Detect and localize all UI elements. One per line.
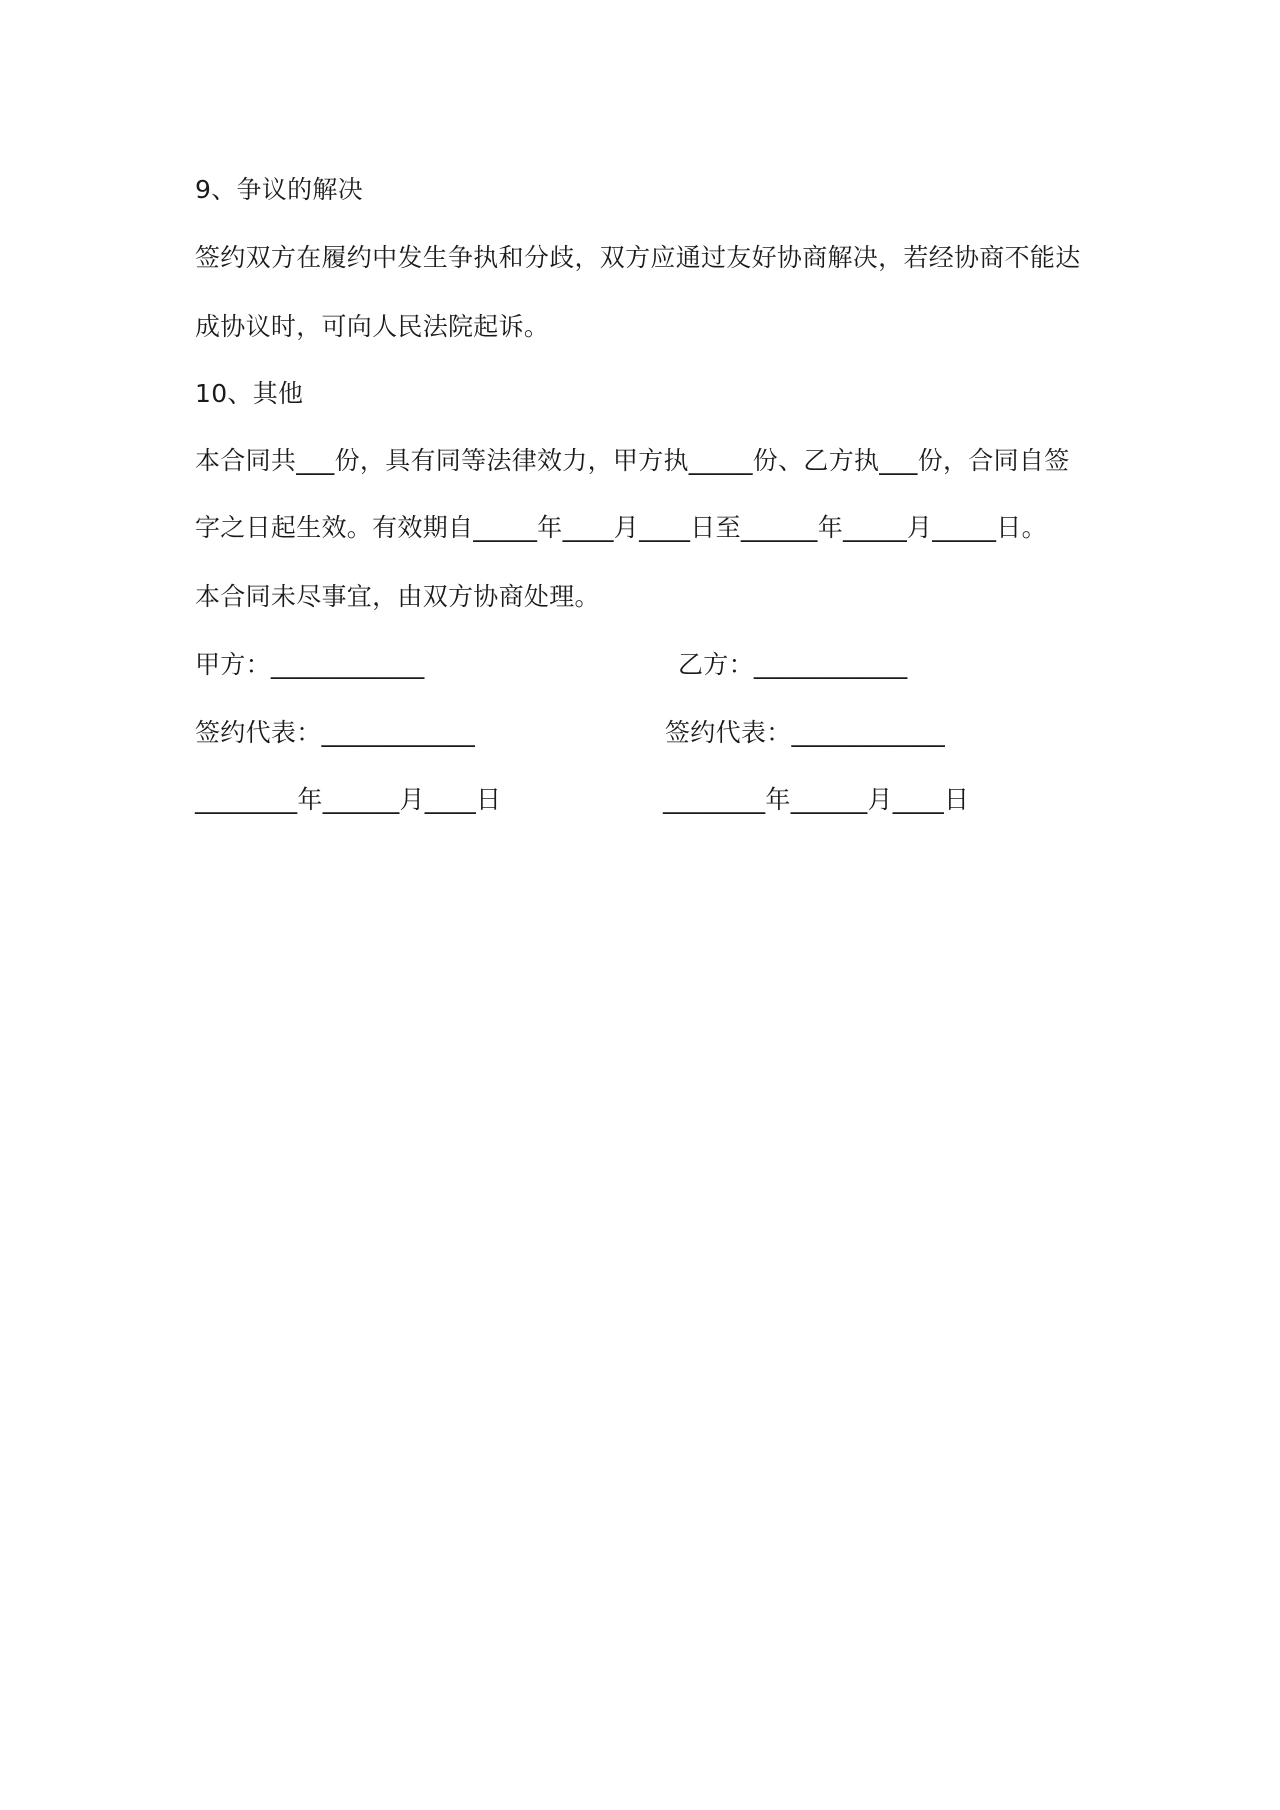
section-9-line-2: 成协议时，可向人民法院起诉。 [195,312,550,341]
party-a-representative: 签约代表：____________ [195,718,476,747]
section-10-line-1: 本合同共___份，具有同等法律效力，甲方执_____份、乙方执___份，合同自签 [195,446,1070,475]
party-b-name: 乙方：____________ [678,650,908,679]
party-a-name: 甲方：____________ [195,650,425,679]
party-b-date: ________年______月____日 [663,785,970,814]
section-10-line-2: 字之日起生效。有效期自_____年____月____日至______年_____月_____日。 [195,513,1047,542]
section-9-line-1: 签约双方在履约中发生争执和分歧，双方应通过友好协商解决，若经协商不能达 [195,243,1081,272]
section-10-line-3: 本合同未尽事宜，由双方协商处理。 [195,582,600,611]
section-9-heading: 9、争议的解决 [195,175,364,204]
party-b-representative: 签约代表：____________ [665,718,946,747]
section-10-heading: 10、其他 [195,379,304,408]
party-a-date: ________年______月____日 [195,785,502,814]
